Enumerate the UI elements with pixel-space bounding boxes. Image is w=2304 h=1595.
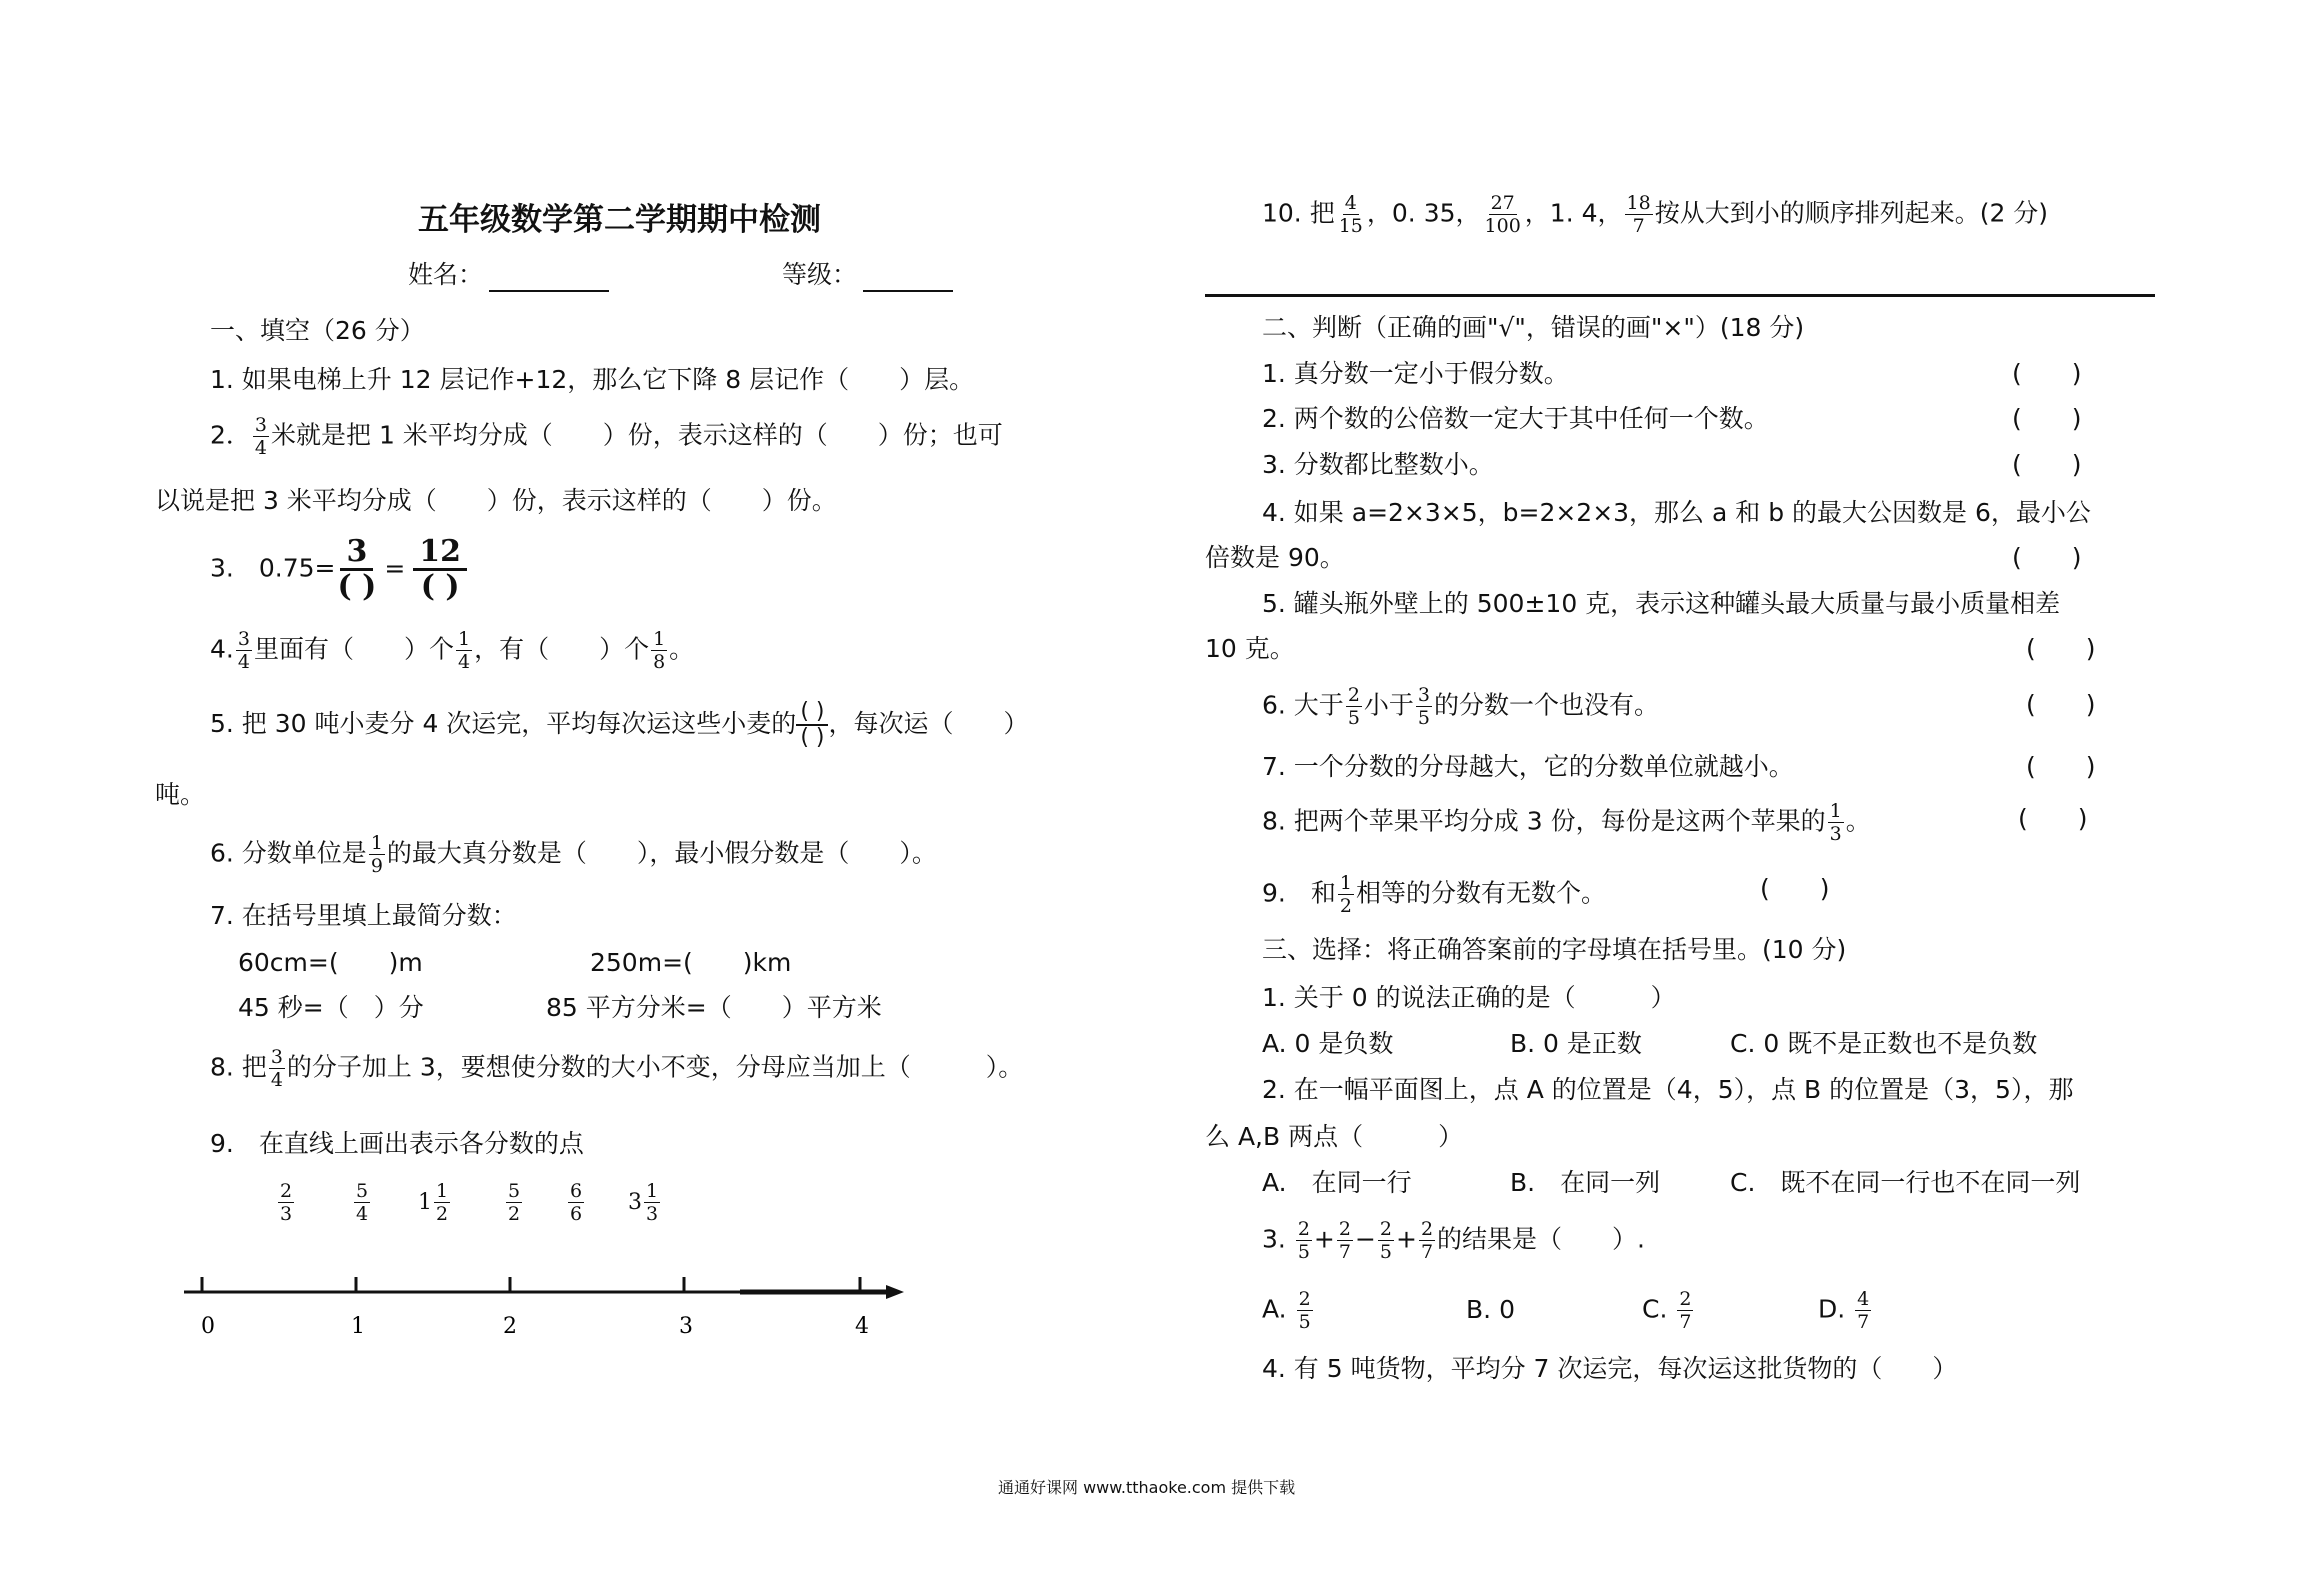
choice-2-option-b[interactable]: B. 在同一列 [1510,1168,1661,1197]
question-1-3: 3. 0.75= 3 ( ) = 12 ( ) [210,536,469,603]
fraction: $\frac{1}{4}$ [457,628,471,673]
judge-4-paren[interactable]: ( ) [2012,543,2082,572]
axis-label-0: 0 [201,1314,215,1339]
axis-label-1: 1 [351,1314,365,1339]
judge-7: 7. 一个分数的分母越大，它的分数单位就越小。 [1262,752,1794,781]
grade-label: 等级： [782,260,858,289]
fraction: $\frac{3}{4}$ [254,414,267,459]
choice-2: 2. 在一幅平面图上，点 A 的位置是（4，5），点 B 的位置是（3，5），那 [1262,1075,2074,1104]
choice-3-option-b[interactable]: B. 0 [1466,1295,1515,1324]
fraction: $\frac{1}{2}$ [1339,872,1352,917]
question-1-6: 6. 分数单位是 $\frac{1}{9}$ 的最大真分数是（ ），最小假分数是（ ）。 [210,832,937,877]
axis-label-3: 3 [679,1314,693,1339]
judge-4: 4. 如果 a=2×3×5，b=2×2×3，那么 a 和 b 的最大公因数是 6，最小公 [1262,498,2091,527]
q9-fraction-2: $\frac{5}{4}$ [356,1180,369,1225]
judge-1-paren[interactable]: ( ) [2012,359,2082,388]
section-3-heading: 三、选择：将正确答案前的字母填在括号里。(10 分) [1262,935,1847,964]
name-blank[interactable] [489,262,609,292]
grade-blank[interactable] [863,262,953,292]
question-1-7d: 85 平方分米=（ ）平方米 [546,993,882,1022]
fraction-large: 12 ( ) [413,536,467,603]
judge-6: 6. 大于 $\frac{2}{5}$ 小于 $\frac{3}{5}$ 的分数一个也没有。 [1262,684,1660,729]
q9-fraction-1: $\frac{2}{3}$ [280,1180,293,1225]
fraction: $\frac{1}{9}$ [370,832,383,877]
fraction: $\frac{2}{7}$ [1338,1218,1351,1263]
fraction: $\frac{2}{5}$ [1379,1218,1392,1263]
judge-4-line2: 倍数是 90。 [1205,543,1345,572]
question-1-4: 4. $\frac{3}{4}$ 里面有（ ）个 $\frac{1}{4}$ ，有（ ）个 $\frac{1}{8}$ 。 [210,628,695,673]
fraction: $\frac{2}{7}$ [1420,1218,1434,1263]
choice-3: 3. $\frac{2}{5}$ + $\frac{2}{7}$ − $\frac{2}{5}$ + $\frac{2}{7}$ 的结果是（ ）. [1262,1218,1645,1263]
choice-4: 4. 有 5 吨货物，平均分 7 次运完，每次运这批货物的（ ） [1262,1354,1958,1383]
judge-9-paren[interactable]: ( ) [1760,874,1830,903]
question-1-7: 7. 在括号里填上最简分数： [210,901,517,930]
choice-2-option-a[interactable]: A. 在同一行 [1262,1168,1412,1197]
question-1-2 [210,414,1003,459]
judge-3-paren[interactable]: ( ) [2012,450,2082,479]
q9-fraction-4: $\frac{5}{2}$ [508,1180,521,1225]
question-1-7a: 60cm=( )m [238,948,423,977]
number-line[interactable] [180,1265,920,1345]
fraction: $\frac{3}{4}$ [270,1046,283,1091]
choice-1: 1. 关于 0 的说法正确的是（ ） [1262,983,1676,1012]
choice-3-option-a[interactable]: A. $\frac{2}{5}$ [1262,1288,1311,1333]
choice-3-option-d[interactable]: D. $\frac{4}{7}$ [1818,1288,1870,1333]
question-10: 10. 把 $\frac{4}{15}$ ，0. 35， $\frac{27}{100}$ ，1. 4， $\frac{18}{7}$ 按从大到小的顺序排列起来。(2 分) [1262,192,2049,237]
fraction: $\frac{1}{3}$ [1829,800,1842,845]
name-field [408,258,609,292]
choice-1-option-c[interactable]: C. 0 既不是正数也不是负数 [1730,1029,2038,1058]
q-number: 2． [210,420,251,450]
question-1-8: 8. 把 $\frac{3}{4}$ 的分子加上 3，要想使分数的大小不变，分母应当加上（ ）。 [210,1046,1024,1091]
name-label: 姓名： [408,260,484,289]
footer: 通通好课网 www.tthaoke.com 提供下载 [998,1478,1296,1497]
fraction: $\frac{1}{8}$ [653,628,666,673]
grade-field [782,258,953,292]
question-1-1: 1. 如果电梯上升 12 层记作+12，那么它下降 8 层记作（ ）层。 [210,365,975,394]
judge-2: 2. 两个数的公倍数一定大于其中任何一个数。 [1262,404,1769,433]
question-1-7c: 45 秒=（ ）分 [238,993,424,1022]
fraction: $\frac{4}{15}$ [1338,192,1363,237]
q9-fraction-3: 1 $\frac{1}{2}$ [418,1180,449,1225]
judge-2-paren[interactable]: ( ) [2012,404,2082,433]
choice-1-option-a[interactable]: A. 0 是负数 [1262,1029,1394,1058]
axis-label-2: 2 [503,1314,517,1339]
axis-label-4: 4 [855,1314,869,1339]
q-text: 米就是把 1 米平均分成（ ）份，表示这样的（ ）份；也可 [271,420,1003,450]
judge-6-paren[interactable]: ( ) [2026,690,2096,719]
choice-1-option-b[interactable]: B. 0 是正数 [1510,1029,1642,1058]
judge-9: 9. 和 $\frac{1}{2}$ 相等的分数有无数个。 [1262,872,1606,917]
question-1-5: 5. 把 30 吨小麦分 4 次运完，平均每次运这些小麦的 ( ) ( ) ，每次运（ ） [210,699,1029,750]
question-1-7b: 250m=( )km [590,948,792,977]
judge-5: 5. 罐头瓶外壁上的 500±10 克，表示这种罐头最大质量与最小质量相差 [1262,589,2061,618]
divider-line [1205,294,2155,297]
judge-7-paren[interactable]: ( ) [2026,752,2096,781]
choice-2-option-c[interactable]: C. 既不在同一行也不在同一列 [1730,1168,2081,1197]
section-2-heading: 二、判断（正确的画"√"，错误的画"×"）(18 分) [1262,313,1805,342]
q9-fraction-6: 3 $\frac{1}{3}$ [628,1180,659,1225]
question-1-9: 9. 在直线上画出表示各分数的点 [210,1129,584,1158]
question-1-2-line2: 以说是把 3 米平均分成（ ）份，表示这样的（ ）份。 [155,486,837,515]
fraction: $\frac{2}{5}$ [1347,684,1360,729]
fraction: $\frac{18}{7}$ [1626,192,1651,237]
judge-8: 8. 把两个苹果平均分成 3 份，每份是这两个苹果的 $\frac{1}{3}$ 。 [1262,800,1871,845]
judge-8-paren[interactable]: ( ) [2018,804,2088,833]
judge-5-line2: 10 克。 [1205,634,1295,663]
fraction: $\frac{3}{5}$ [1417,684,1431,729]
fraction: $\frac{2}{5}$ [1297,1218,1310,1263]
page-title: 五年级数学第二学期期中检测 [418,202,821,238]
judge-1: 1. 真分数一定小于假分数。 [1262,359,1569,388]
section-1-heading: 一、填空（26 分） [210,316,425,345]
judge-5-paren[interactable]: ( ) [2026,634,2096,663]
choice-3-option-c[interactable]: C. $\frac{2}{7}$ [1642,1288,1692,1333]
q9-fraction-5: $\frac{6}{6}$ [570,1180,583,1225]
fraction-blank: ( ) ( ) [796,700,828,750]
fraction: $\frac{3}{4}$ [237,628,250,673]
judge-3: 3. 分数都比整数小。 [1262,450,1494,479]
fraction-large: 3 ( ) [337,534,377,604]
fraction: $\frac{27}{100}$ [1484,192,1521,237]
question-1-5-line2: 吨。 [155,780,206,809]
choice-2-line2: 么 A,B 两点（ ） [1205,1122,1464,1151]
